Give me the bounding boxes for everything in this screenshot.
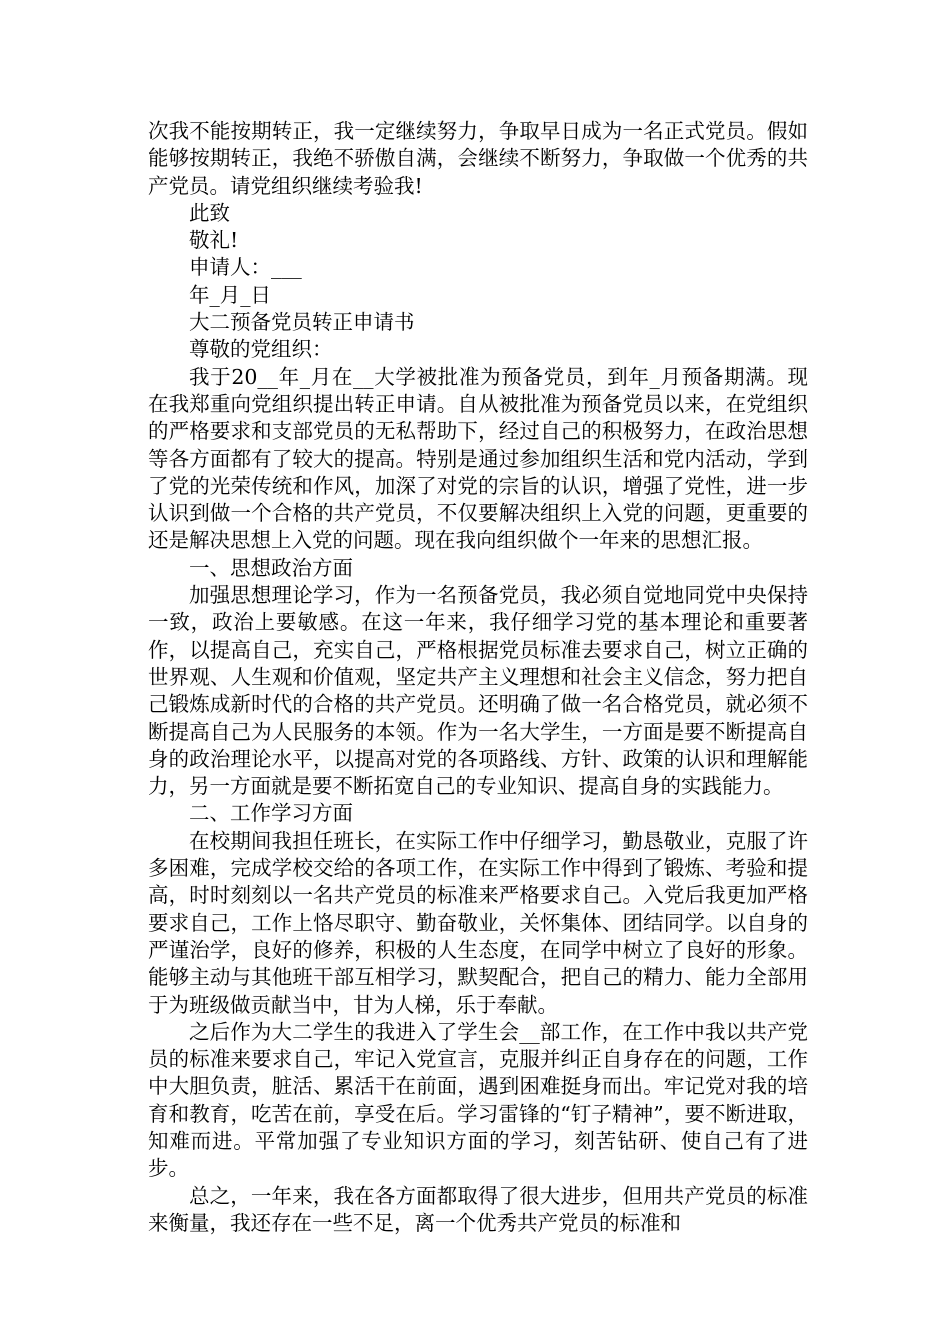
applicant-line: 申请人：___ [189,255,302,280]
section-heading-work: 二、工作学习方面 [189,801,353,826]
body-paragraph-student-union: 之后作为大二学生的我进入了学生会__部工作，在工作中我以共产党员的标准来要求自己，牢记入党宣言，克服并纠正自身存在的问题，工作中大胆负责，脏活、累活干在前面，遇到困难挺身而出。牢记党对我的培育和教育，吃苦在前，享受在后。学习雷锋的“钉子精神”，要不断进取，知难而进。平常加强了专业知识方面的学习，刻苦钻研、使自己有了进步。 [148,1019,808,1181]
date-line: 年_月_日 [189,282,271,307]
document-page [148,118,808,1237]
body-paragraph-intro: 我于20__年_月在__大学被批准为预备党员，到年_月预备期满。现在我郑重向党组织提出转正申请。自从被批准为预备党员以来，在党组织的严格要求和支部党员的无私帮助下，经过自己的积极努力，在政治思想等各方面都有了较大的提高。特别是通过参加组织生活和党内活动，学到了党的光荣传统和作风，加深了对党的宗旨的认识，增强了党性，进一步认识到做一个合格的共产党员，不仅要解决组织上入党的问题，更重要的还是解决思想上入党的问题。现在我向组织做个一年来的思想汇报。 [148,364,808,553]
salutation: 尊敬的党组织： [189,337,333,362]
body-paragraph-political: 加强思想理论学习，作为一名预备党员，我必须自觉地同党中央保持一致，政治上要敏感。在这一年来，我仔细学习党的基本理论和重要著作，以提高自己，充实自己，严格根据党员标准去要求自己，树立正确的世界观、人生观和价值观，坚定共产主义理想和社会主义信念，努力把自己锻炼成新时代的合格的共产党员。还明确了做一名合格党员，就必须不断提高自己为人民服务的本领。作为一名大学生，一方面是要不断提高自身的政治理论水平，以提高对党的各项路线、方针、政策的认识和理解能力，另一方面就是要不断拓宽自己的专业知识、提高自身的实践能力。 [148,583,808,799]
section-heading-political: 一、思想政治方面 [189,555,353,580]
body-paragraph-work: 在校期间我担任班长，在实际工作中仔细学习，勤恳敬业，克服了许多困难，完成学校交给的各项工作，在实际工作中得到了锻炼、考验和提高，时时刻刻以一名共产党员的标准来严格要求自己。入党后我更加严格要求自己，工作上恪尽职守、勤奋敬业，关怀集体、团结同学。以自身的严谨治学，良好的修养，积极的人生态度，在同学中树立了良好的形象。能够主动与其他班干部互相学习，默契配合，把自己的精力、能力全部用于为班级做贡献当中，甘为人梯，乐于奉献。 [148,828,808,1017]
closing-line-1: 此致 [189,200,230,225]
continuation-paragraph: 次我不能按期转正，我一定继续努力，争取早日成为一名正式党员。假如能够按期转正，我绝不骄傲自满，会继续不断努力，争取做一个优秀的共产党员。请党组织继续考验我! [148,119,808,198]
document-title: 大二预备党员转正申请书 [189,310,415,335]
closing-line-2: 敬礼! [189,228,239,253]
body-paragraph-summary: 总之，一年来，我在各方面都取得了很大进步，但用共产党员的标准来衡量，我还存在一些不足，离一个优秀共产党员的标准和 [148,1183,808,1235]
